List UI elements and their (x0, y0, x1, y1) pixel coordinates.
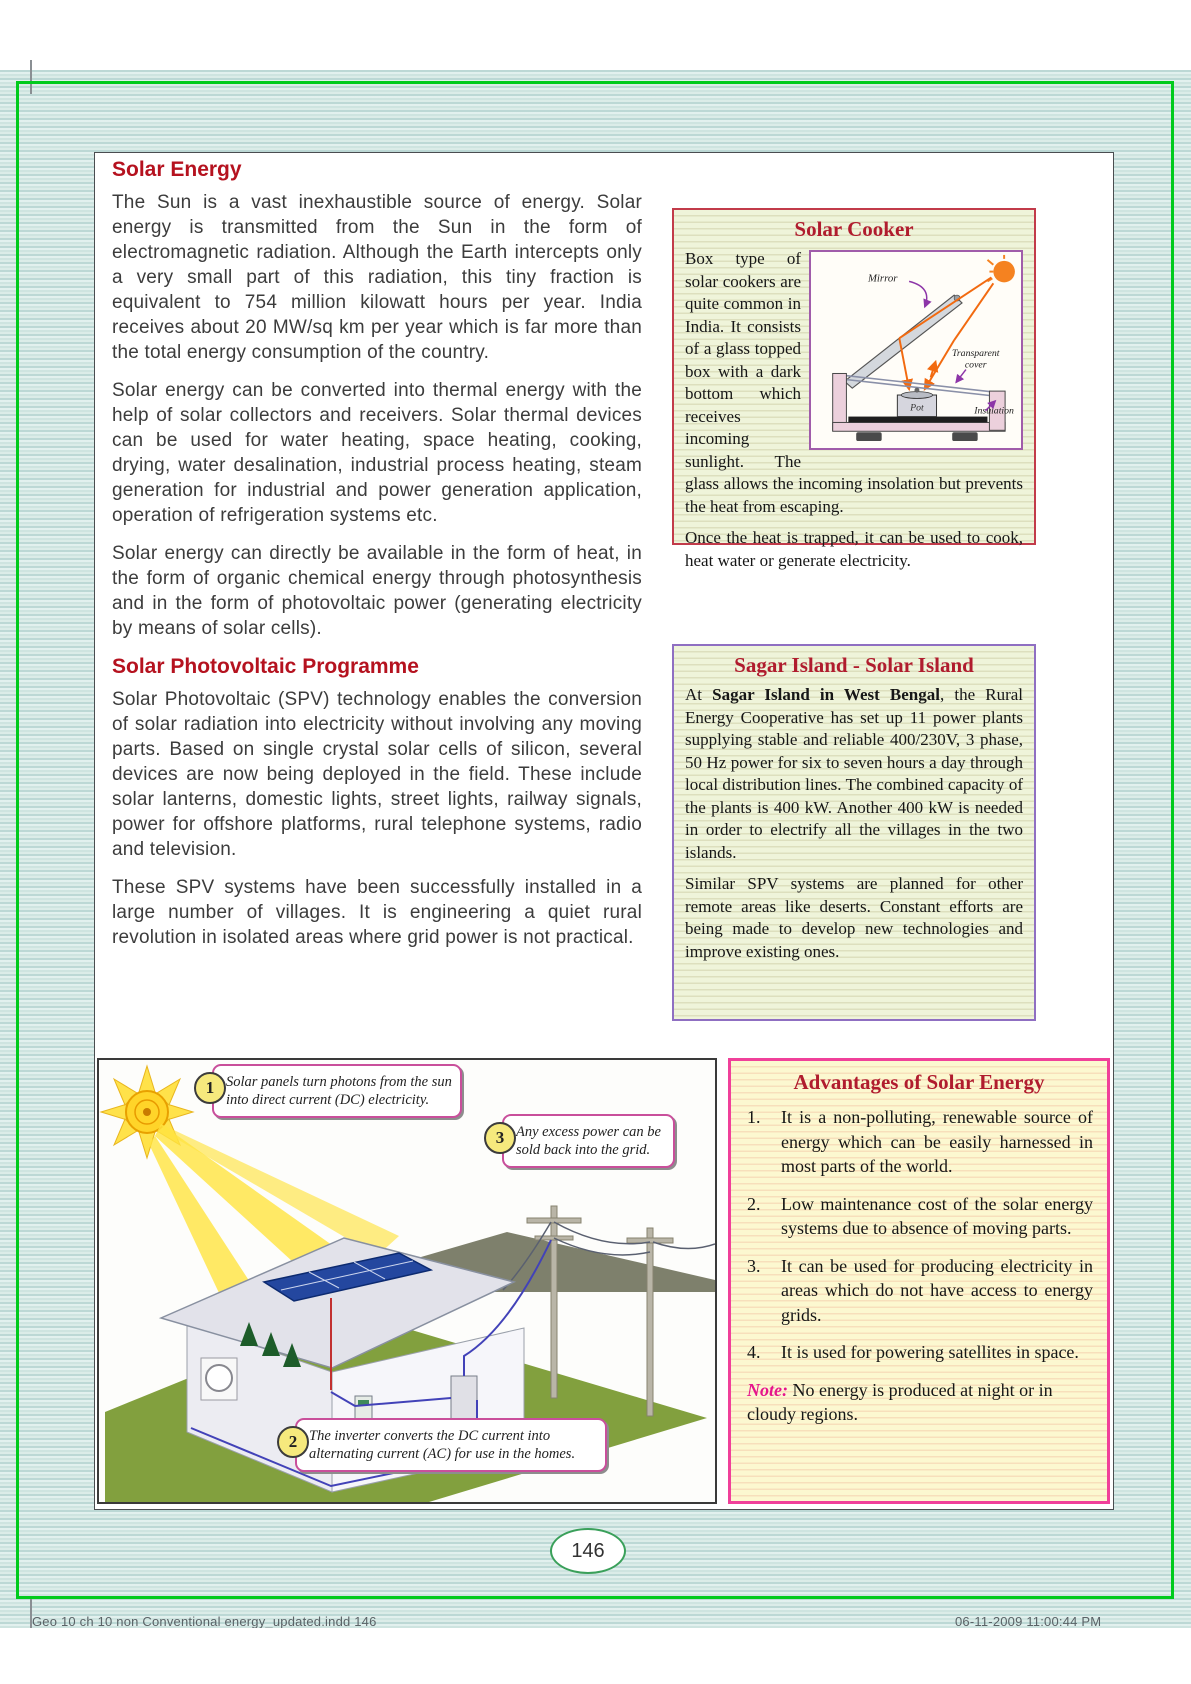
advantages-item-3 (731, 1254, 1107, 1328)
advantages-item-1 (731, 1105, 1107, 1179)
meter (355, 1396, 372, 1419)
page-number: 146 (571, 1539, 605, 1562)
advantages-title: Advantages of Solar Energy (793, 1070, 1045, 1094)
cooker-foot (952, 432, 977, 441)
item-text: It can be used for producing electricity in areas which do not have access to energy grids. (781, 1255, 1093, 1325)
sagar-island-title: Sagar Island - Solar Island (734, 653, 974, 677)
callout-number-1: 1 (194, 1072, 226, 1104)
mirror-label: Mirror (867, 272, 898, 285)
section-heading-solar-energy: Solar Energy (112, 158, 242, 181)
page-number-badge (550, 1528, 626, 1574)
sagar-island-paragraph-2: Similar SPV systems are planned for other remote areas like deserts. Constant efforts are being made to develop new technologies and improve existing ones. (685, 874, 1023, 961)
transparent-cover-label-line2: cover (964, 359, 987, 371)
solar-cooker-title: Solar Cooker (794, 217, 914, 241)
transparent-cover-label-line1: Transparent (951, 347, 1000, 359)
sagar-island-infobox (672, 644, 1036, 1021)
paragraph: Solar energy can be converted into thermal energy with the help of solar collectors and receivers. Solar thermal devices can be used for water heating, space heating, cooking, drying, water desalination, industrial process heating, steam generation for industrial and power generation application, operation of refrigeration systems etc. (112, 380, 642, 526)
solar-cooker-text-1: Box type of solar cookers are quite common in India. It consists of a glass topped box with a dark bottom which receives incoming sunlight. The glass allows the incoming insolation but prevents the heat from escaping. (685, 249, 1023, 516)
item-text: It is a non-polluting, renewable source of energy which can be easily harnessed in most parts of the world. (781, 1107, 1093, 1176)
item-number: 2. (747, 1193, 761, 1214)
pot-label: Pot (910, 402, 924, 414)
sagar-text-prefix: At (685, 685, 713, 704)
solar-cooker-text-2: Once the heat is trapped, it can be used to cook, heat water or generate electricity. (685, 528, 1023, 570)
item-number: 1. (747, 1107, 761, 1127)
sagar-island-paragraph-1 (674, 684, 1034, 864)
paragraph: The Sun is a vast inexhaustible source of energy. Solar energy is transmitted from the Sun in the form of electromagnetic radiation. Although the Earth intercepts only a very small part of this radiation, this tiny fraction is equivalent to 754 million kilowatt hours per year. India receives about 20 MW/sq km per year which is far more than the total energy consumption of the country. (112, 192, 642, 363)
paragraph: These SPV systems have been successfully installed in a large number of villages. It is engineering a quiet rural revolution in isolated areas where grid power is not practical. (112, 877, 642, 948)
solar-cooker-body (674, 248, 1034, 518)
item-number: 3. (747, 1255, 761, 1276)
callout-2-label: The inverter converts the DC current into alternating current (AC) for use in the homes. (295, 1418, 607, 1472)
solar-cooker-illustration (809, 250, 1023, 450)
section-heading-spv-programme: Solar Photovoltaic Programme (112, 655, 419, 678)
note-label: Note: (747, 1379, 788, 1400)
paragraph: Solar Photovoltaic (SPV) technology enables the conversion of solar radiation into electricity without involving any moving parts. Based on single crystal solar cells of silicon, several devices are now being deployed in the field. These include solar lanterns, domestic lights, street lights, railway signals, power for offshore platforms, rural telephone systems, radio and television. (112, 689, 642, 860)
advantages-note (731, 1378, 1107, 1427)
advantages-item-2 (731, 1192, 1107, 1241)
item-number: 4. (747, 1342, 761, 1362)
footer-timestamp: 06-11-2009 11:00:44 PM (955, 1614, 1102, 1628)
advantages-item-4 (731, 1340, 1107, 1365)
spv-house-diagram-box (97, 1058, 717, 1504)
callout-number-2: 2 (277, 1426, 309, 1458)
inverter (451, 1376, 477, 1424)
item-text: Low maintenance cost of the solar energy systems due to absence of moving parts. (781, 1193, 1093, 1238)
footer-filename: Geo 10 ch 10 non Conventional energy_updated.indd 146 (32, 1614, 377, 1628)
sagar-text-rest: , the Rural Energy Cooperative has set up 11 power plants supplying stable and reliable 400/230V, 3 phase, 50 Hz power for six to seven hours a day through local distribution lines. The combined capacity of the plants is 400 kW. Another 400 kW is needed in order to electrify all the villages in the two islands. (685, 685, 1024, 862)
solar-cooker-diagram (811, 252, 1017, 444)
insulation-label: Insulation (974, 405, 1014, 417)
pot (897, 388, 936, 417)
cooker-foot (856, 432, 881, 441)
solar-cooker-infobox (672, 208, 1036, 570)
callout-1-label: Solar panels turn photons from the sun into direct current (DC) electricity. (212, 1064, 462, 1118)
callout-number-3: 3 (484, 1122, 516, 1154)
crop-mark-bottom (30, 1598, 32, 1628)
item-text: It is used for powering satellites in space. (781, 1342, 1079, 1362)
advantages-infobox (728, 1058, 1110, 1504)
note-text: No energy is produced at night or in cloudy regions. (747, 1379, 1053, 1424)
paragraph: Solar energy can directly be available in the form of heat, in the form of organic chemical energy through photosynthesis and in the form of photovoltaic power (generating electricity by means of solar cells). (112, 543, 642, 639)
left-text-column (112, 158, 642, 963)
callout-3-label: Any excess power can be sold back into the grid. (502, 1114, 675, 1168)
power-pole (627, 1228, 673, 1416)
sagar-text-bold: Sagar Island in West Bengal (712, 685, 940, 704)
